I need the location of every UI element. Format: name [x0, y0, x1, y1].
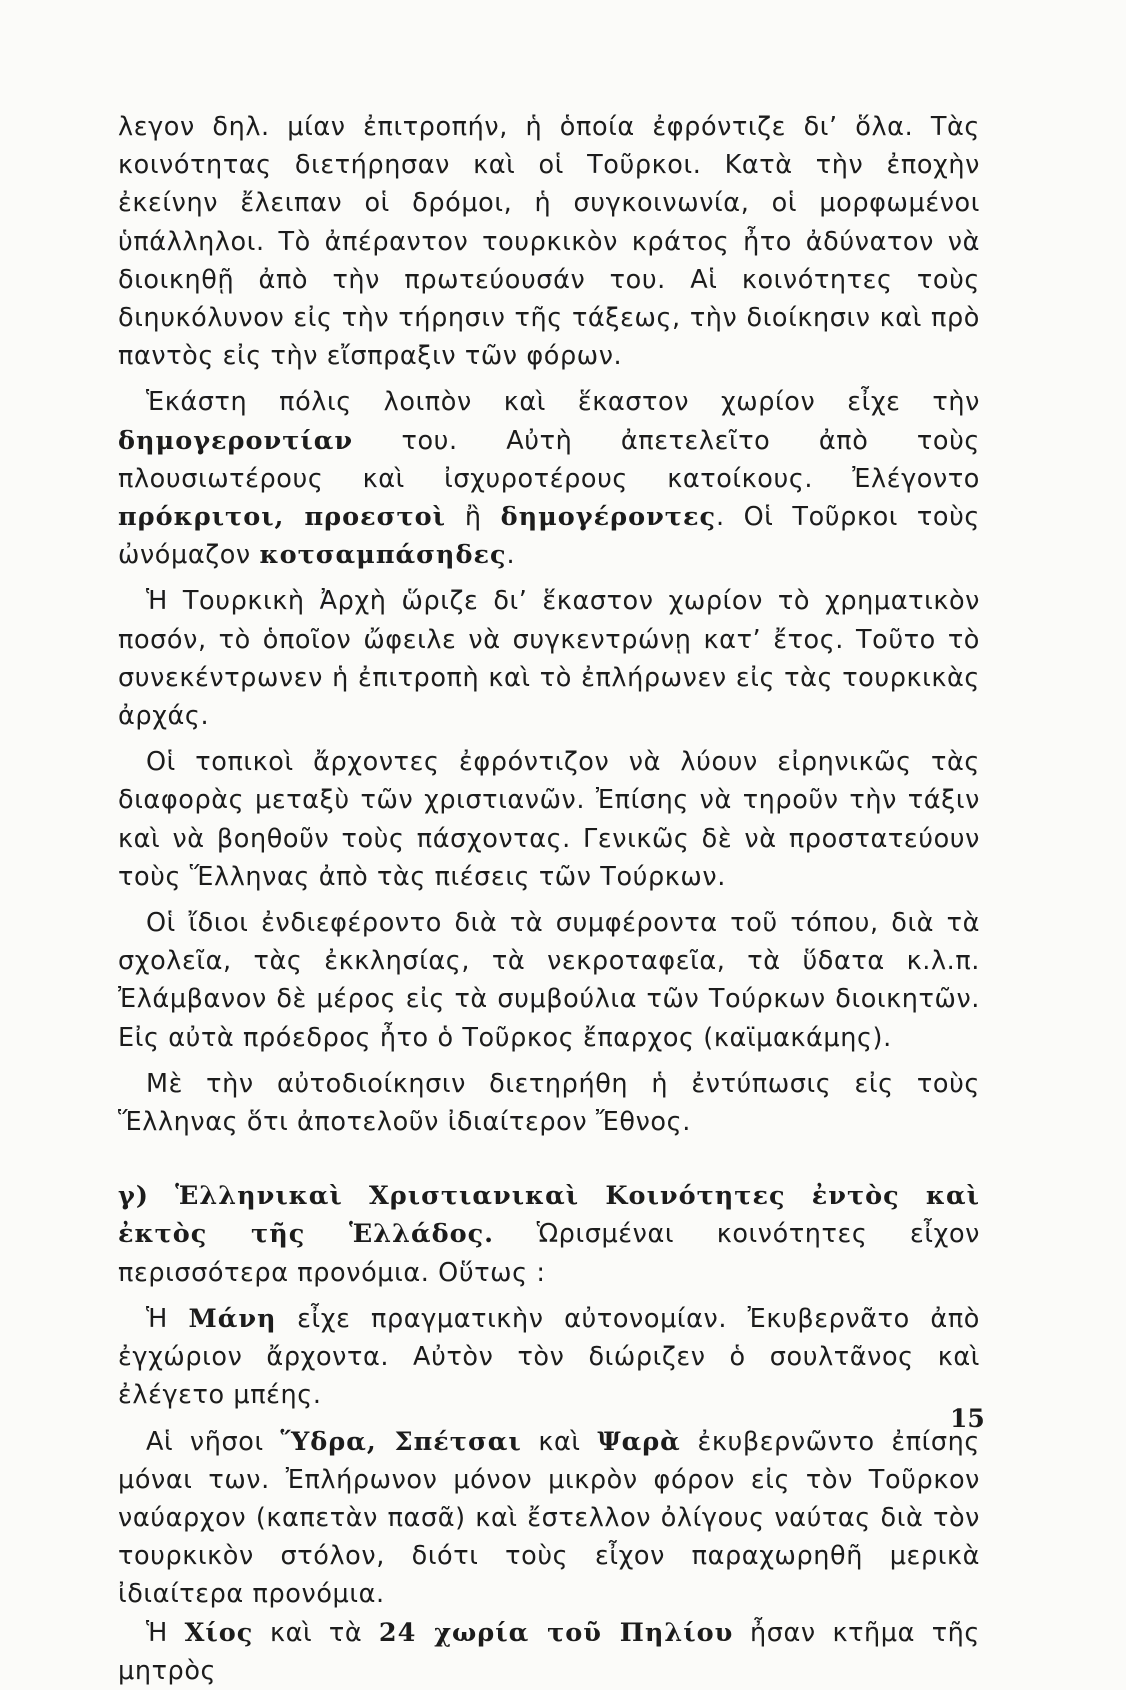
- paragraph-chios: [118, 1614, 980, 1690]
- body-text: [118, 108, 980, 1690]
- paragraph-6: [118, 1065, 980, 1141]
- text-run: .: [506, 540, 516, 571]
- text-run: καὶ τὰ: [253, 1617, 379, 1648]
- text-run: . Οἱ Τοῦρκοι τοὺς ὠνόμαζον: [118, 502, 980, 571]
- paragraph-islands: [118, 1423, 980, 1614]
- text-run: ἦσαν κτῆμα τῆς μητρὸς: [118, 1617, 980, 1686]
- text-run: λεγον δηλ. μίαν ἐπιτροπήν, ἡ ὁποία ἐφρόντιζε δι’ ὅλα. Τὰς κοινότητας διετήρησαν καὶ οἱ Τοῦρκοι. Κατὰ τὴν ἐποχὴν ἐκείνην ἔλειπαν οἱ δρόμοι, ἡ συγκοινωνία, οἱ μορφωμένοι ὑπάλληλοι. Τὸ ἀπέραντον τουρκικὸν κράτος ἦτο ἀδύνατον νὰ διοικηθῇ ἀπὸ τὴν πρωτεύουσάν του. Αἱ κοινότητες τοὺς διηυκόλυνον εἰς τὴν τήρησιν τῆς τάξεως, τὴν διοίκησιν καὶ πρὸ παντὸς εἰς τὴν εἴσπραξιν τῶν φόρων.: [118, 112, 980, 372]
- paragraph-mani: [118, 1300, 980, 1415]
- paragraph-2: [118, 383, 980, 574]
- text-run: του. Αὐτὴ ἀπετελεῖτο ἀπὸ τοὺς πλουσιωτέρους καὶ ἰσχυροτέρους κατοίκους. Ἐλέγοντο: [118, 425, 980, 494]
- text-run: Μὲ τὴν αὐτοδιοίκησιν διετηρήθη ἡ ἐντύπωσις εἰς τοὺς Ἕλληνας ὅτι ἀποτελοῦν ἰδιαίτερον Ἔθνος.: [118, 1068, 980, 1138]
- text-run: Ἡ Τουρκικὴ Ἀρχὴ ὥριζε δι’ ἕκαστον χωρίον τὸ χρηματικὸν ποσόν, τὸ ὁποῖον ὤφειλε νὰ συγκεντρώνῃ κατ’ ἔτος. Τοῦτο τὸ συνεκέντρωνεν ἡ ἐπιτροπὴ καὶ τὸ ἐπλήρωνεν εἰς τὰς τουρκικὰς ἀρχάς.: [118, 586, 980, 732]
- section-heading-paragraph: [118, 1177, 980, 1292]
- text-run: Ἑκάστη πόλις λοιπὸν καὶ ἕκαστον χωρίον εἶχε τὴν: [146, 387, 980, 418]
- text-run: Οἱ ἴδιοι ἐνδιεφέροντο διὰ τὰ συμφέροντα τοῦ τόπου, διὰ τὰ σχολεῖα, τὰς ἐκκλησίας, τὰ νεκροταφεῖα, τὰ ὕδατα κ.λ.π. Ἐλάμβανον δὲ μέρος εἰς τὰ συμβούλια τῶν Τούρκων διοικητῶν. Εἰς αὐτὰ πρόεδρος ἦτο ὁ Τοῦρκος ἔπαρχος (καϊμακάμης).: [118, 908, 980, 1053]
- bold-text-run: γ) Ἑλληνικαὶ Χριστιανικαὶ Κοινότητες ἐντὸς καὶ ἐκτὸς τῆς Ἑλλάδος.: [118, 1181, 980, 1250]
- bold-text-run: Χίος: [184, 1617, 254, 1648]
- text-run: ἢ: [445, 502, 501, 533]
- text-run: Οἱ τοπικοὶ ἄρχοντες ἐφρόντιζον νὰ λύουν εἰρηνικῶς τὰς διαφορὰς μεταξὺ τῶν χριστιανῶν. Ἐπίσης νὰ τηροῦν τὴν τάξιν καὶ νὰ βοηθοῦν τοὺς πάσχοντας. Γενικῶς δὲ νὰ προστατεύουν τοὺς Ἕλληνας ἀπὸ τὰς πιέσεις τῶν Τούρκων.: [118, 747, 980, 892]
- page-number: 15: [950, 1404, 985, 1433]
- text-run: ἐκυβερνῶντο ἐπίσης μόναι των. Ἐπλήρωνον μόνον μικρὸν φόρον εἰς τὸν Τοῦρκον ναύαρχον (καπετὰν πασᾶ) καὶ ἔστελλον ὀλίγους ναύτας διὰ τὸν τουρκικὸν στόλον, διότι τοὺς εἶχον παραχωρηθῆ μερικὰ ἰδιαίτερα προνόμια.: [118, 1426, 980, 1610]
- text-run: εἶχε πραγματικὴν αὐτονομίαν. Ἐκυβερνᾶτο ἀπὸ ἐγχώριον ἄρχοντα. Αὐτὸν τὸν διώριζεν ὁ σουλτᾶνος καὶ ἐλέγετο μπέης.: [118, 1303, 980, 1411]
- bold-text-run: δημογέροντες: [500, 502, 716, 533]
- text-run: Αἱ νῆσοι: [146, 1426, 281, 1457]
- bold-text-run: Μάνη: [188, 1303, 277, 1334]
- text-run: καὶ: [521, 1426, 598, 1457]
- paragraph-1: [118, 108, 980, 375]
- bold-text-run: Ὕδρα, Σπέτσαι: [280, 1426, 522, 1457]
- bold-text-run: δημογεροντίαν: [118, 425, 354, 456]
- text-run: Ἡ: [146, 1617, 185, 1648]
- bold-text-run: Ψαρὰ: [597, 1426, 681, 1457]
- text-run: Ἡ: [146, 1303, 189, 1334]
- bold-text-run: 24 χωρία τοῦ Πηλίου: [378, 1617, 734, 1648]
- bold-text-run: πρόκριτοι, προεστοὶ: [118, 502, 446, 533]
- paragraph-5: [118, 904, 980, 1057]
- paragraph-3: [118, 582, 980, 735]
- text-run: Ὡρισμέναι κοινότητες εἶχον περισσότερα προνόμια. Οὕτως :: [118, 1219, 980, 1288]
- bold-text-run: κοτσαμπάσηδες: [259, 540, 507, 571]
- paragraph-4: [118, 743, 980, 896]
